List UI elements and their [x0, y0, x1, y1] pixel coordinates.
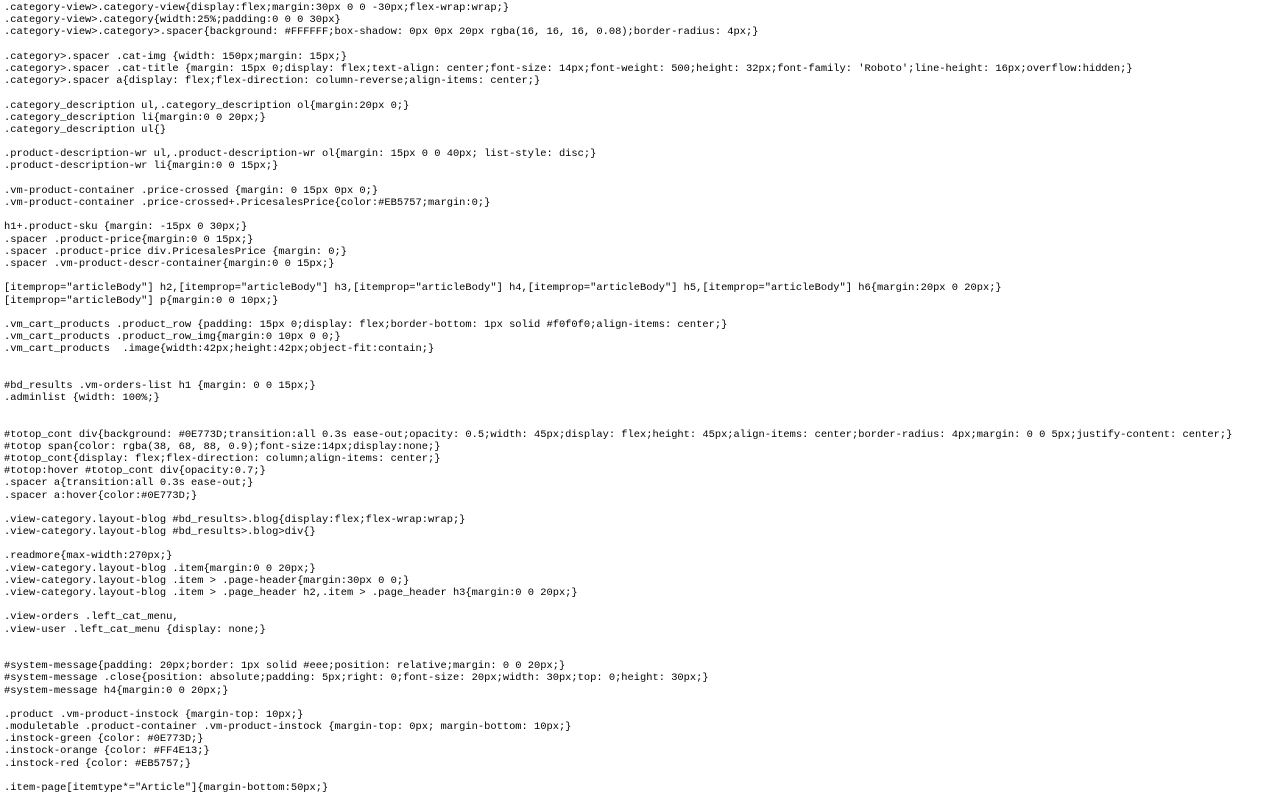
- code-line: .readmore{max-width:270px;}: [4, 550, 173, 563]
- blank-line: [4, 39, 1280, 51]
- code-line: .product-description-wr li{margin:0 0 15px;}: [4, 160, 279, 173]
- blank-line: [4, 87, 1280, 99]
- code-line: .view-orders .left_cat_menu,: [4, 611, 179, 624]
- code-line: .category>.spacer .cat-img {width: 150px;margin: 15px;}: [4, 50, 347, 63]
- code-line: .spacer a:hover{color:#0E773D;}: [4, 489, 198, 502]
- code-line: #totop:hover #totop_cont div{opacity:0.7;}: [4, 465, 266, 478]
- code-line: .view-category.layout-blog .item > .page_header h2,.item > .page_header h3{margin:0 0 20px;}: [4, 587, 578, 599]
- code-line: .view-user .left_cat_menu {display: none;}: [4, 623, 266, 636]
- code-line: .category_description ul,.category_description ol{margin:20px 0;}: [4, 99, 410, 112]
- blank-line: [4, 136, 1280, 148]
- code-line: [itemprop="articleBody"] h2,[itemprop="articleBody"] h3,[itemprop="articleBody"] h4,[itemprop="articleBody"] h5,[itemprop="articleBody"] h6{margin:20px 0 20px;}: [4, 282, 1002, 295]
- code-line: .item-page[itemtype*="Article"]{margin-bottom:50px;}: [4, 782, 329, 794]
- code-line: .vm-product-container .price-crossed {margin: 0 15px 0px 0;}: [4, 184, 379, 197]
- code-line: .vm_cart_products .product_row {padding: 15px 0;display: flex;border-bottom: 1px solid #f0f0f0;align-items: center;}: [4, 318, 728, 331]
- blank-line: [4, 209, 1280, 221]
- code-line: .spacer .product-price div.PricesalesPrice {margin: 0;}: [4, 245, 347, 258]
- code-line: .category-view>.category{width:25%;padding:0 0 0 30px}: [4, 14, 341, 27]
- code-line: .spacer .product-price{margin:0 0 15px;}: [4, 233, 254, 246]
- code-line: #totop span{color: rgba(38, 68, 88, 0.9);font-size:14px;display:none;}: [4, 440, 441, 453]
- code-line: .spacer a{transition:all 0.3s ease-out;}: [4, 477, 254, 490]
- code-line: .adminlist {width: 100%;}: [4, 392, 160, 404]
- blank-line: [4, 599, 1280, 611]
- blank-line: [4, 538, 1280, 550]
- code-line: #system-message{padding: 20px;border: 1px solid #eee;position: relative;margin: 0 0 20px;}: [4, 660, 566, 673]
- blank-line: [4, 502, 1280, 514]
- blank-line: [4, 404, 1280, 416]
- code-line: #totop_cont div{background: #0E773D;transition:all 0.3s ease-out;opacity: 0.5;width: 45px;display: flex;height: 45px;align-items: center;border-radius: 4px;margin: 0 0 5px;justify-content: center;}: [4, 428, 1233, 441]
- code-line: .instock-green {color: #0E773D;}: [4, 733, 204, 746]
- code-line: .spacer .vm-product-descr-container{margin:0 0 15px;}: [4, 257, 335, 270]
- blank-line: [4, 355, 1280, 367]
- blank-line: [4, 368, 1280, 380]
- code-line: .instock-red {color: #EB5757;}: [4, 757, 192, 770]
- code-line: .vm_cart_products .image{width:42px;height:42px;object-fit:contain;}: [4, 343, 435, 356]
- code-line: .category-view>.category-view{display:flex;margin:30px 0 0 -30px;flex-wrap:wrap;}: [4, 2, 510, 14]
- code-line: .product-description-wr ul,.product-description-wr ol{margin: 15px 0 0 40px; list-style: disc;}: [4, 148, 597, 161]
- blank-line: [4, 697, 1280, 709]
- blank-line: [4, 648, 1280, 660]
- code-line: .vm-product-container .price-crossed+.PricesalesPrice{color:#EB5757;margin:0;}: [4, 197, 491, 209]
- code-line: .moduletable .product-container .vm-product-instock {margin-top: 0px; margin-bottom: 10px;}: [4, 721, 572, 734]
- code-line: .category_description ul{}: [4, 123, 167, 136]
- blank-line: [4, 307, 1280, 319]
- code-line: .category_description li{margin:0 0 20px;}: [4, 111, 266, 124]
- code-line: #totop_cont{display: flex;flex-direction: column;align-items: center;}: [4, 452, 441, 465]
- code-line: .view-category.layout-blog #bd_results>.blog{display:flex;flex-wrap:wrap;}: [4, 513, 466, 526]
- code-line: .view-category.layout-blog .item{margin:0 0 20px;}: [4, 562, 316, 575]
- blank-line: [4, 173, 1280, 185]
- code-line: [itemprop="articleBody"] p{margin:0 0 10px;}: [4, 294, 279, 307]
- code-line: .category>.spacer a{display: flex;flex-direction: column-reverse;align-items: center;}: [4, 75, 541, 88]
- code-line: .view-category.layout-blog .item > .page-header{margin:30px 0 0;}: [4, 574, 410, 587]
- blank-line: [4, 770, 1280, 782]
- code-line: #system-message h4{margin:0 0 20px;}: [4, 684, 229, 697]
- blank-line: [4, 416, 1280, 428]
- code-line: .category>.spacer .cat-title {margin: 15px 0;display: flex;text-align: center;font-size: 14px;font-weight: 500;height: 32px;font-family: 'Roboto';line-height: 16px;overflow:hidden;}: [4, 62, 1133, 75]
- code-line: .instock-orange {color: #FF4E13;}: [4, 745, 210, 758]
- css-source-text: [4, 2, 1280, 794]
- code-line: #system-message .close{position: absolute;padding: 5px;right: 0;font-size: 20px;width: 30px;top: 0;height: 30px;}: [4, 672, 709, 685]
- code-line: .product .vm-product-instock {margin-top: 10px;}: [4, 708, 304, 721]
- code-line: #bd_results .vm-orders-list h1 {margin: 0 0 15px;}: [4, 379, 316, 392]
- code-line: .vm_cart_products .product_row_img{margin:0 10px 0 0;}: [4, 331, 341, 344]
- blank-line: [4, 636, 1280, 648]
- code-line: h1+.product-sku {margin: -15px 0 30px;}: [4, 221, 248, 234]
- blank-line: [4, 270, 1280, 282]
- code-line: .view-category.layout-blog #bd_results>.blog>div{}: [4, 526, 316, 539]
- code-line: .category-view>.category>.spacer{background: #FFFFFF;box-shadow: 0px 0px 20px rgba(16, 16, 16, 0.08);border-radius: 4px;}: [4, 26, 759, 39]
